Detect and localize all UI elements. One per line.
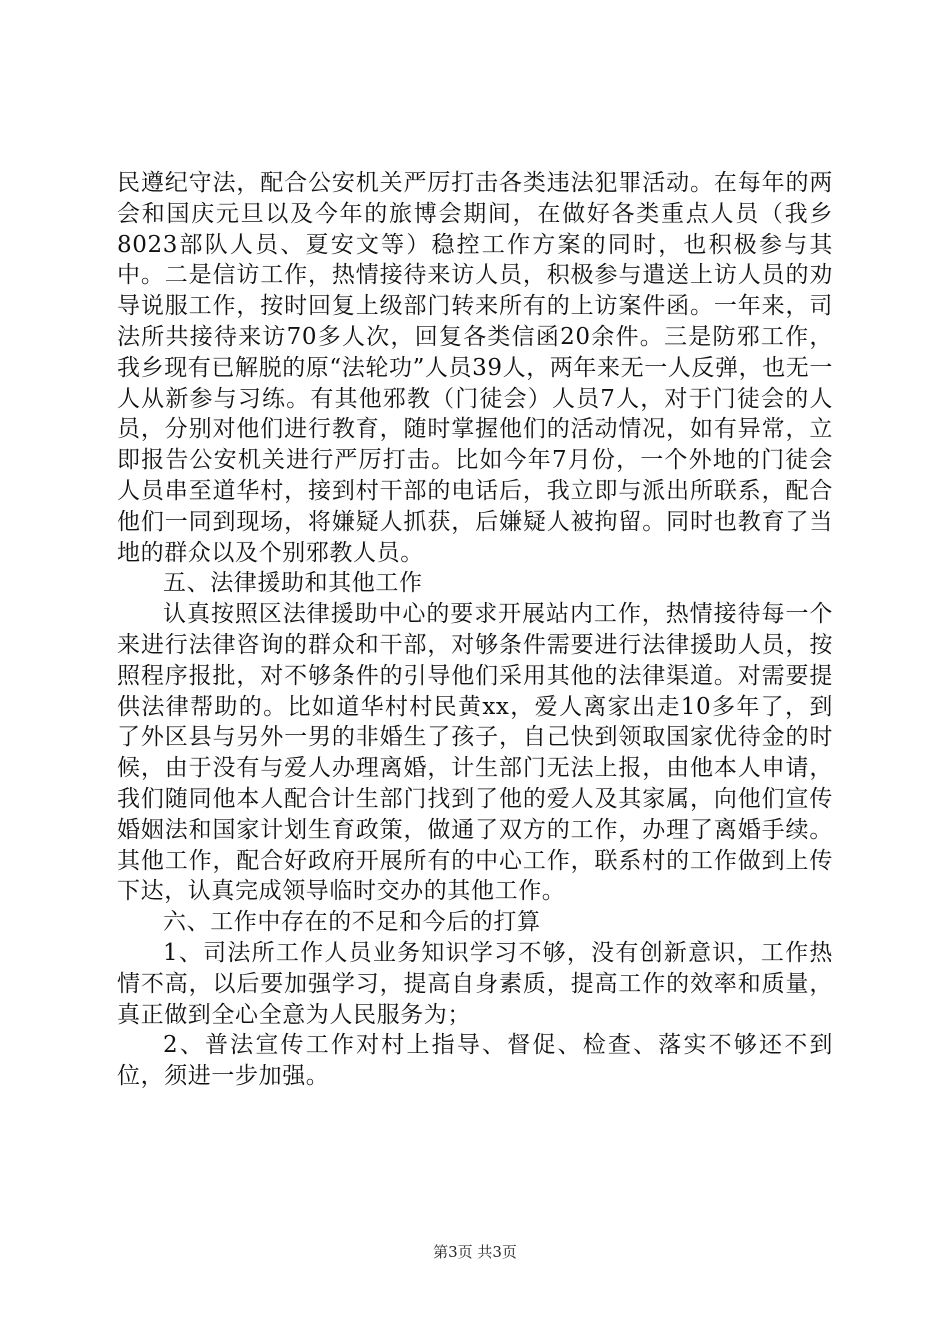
section-heading-legal-aid: 五、法律援助和其他工作 (163, 570, 423, 597)
section-heading-shortcomings: 六、工作中存在的不足和今后的打算 (163, 909, 541, 936)
paragraph-shortcoming-2: 2、普法宣传工作对村上指导、督促、检查、落实不够还不到位，须进一步加强。 (117, 1032, 833, 1090)
page-number-label: 第3页 共3页 (433, 1243, 517, 1261)
paragraph-public-security: 民遵纪守法，配合公安机关严厉打击各类违法犯罪活动。在每年的两会和国庆元旦以及今年的旅博会期间，在做好各类重点人员（我乡8023部队人员、夏安文等）稳控工作方案的同时，也积极参与其中。二是信访工作，热情接待来访人员，积极参与遣送上访人员的劝导说服工作，按时回复上级部门转来所有的上访案件函。一年来，司法所共接待来访70多人次，回复各类信函20余件。三是防邪工作，我乡现有已解脱的原“法轮功”人员39人，两年来无一人反弹，也无一人从新参与习练。有其他邪教（门徒会）人员7人，对于门徒会的人员，分别对他们进行教育，随时掌握他们的活动情况，如有异常，立即报告公安机关进行严厉打击。比如今年7月份，一个外地的门徒会人员串至道华村，接到村干部的电话后，我立即与派出所联系，配合他们一同到现场，将嫌疑人抓获，后嫌疑人被拘留。同时也教育了当地的群众以及个别邪教人员。 (117, 170, 833, 566)
document-body (117, 168, 833, 1092)
paragraph-shortcoming-1: 1、司法所工作人员业务知识学习不够，没有创新意识，工作热情不高，以后要加强学习，提高自身素质，提高工作的效率和质量，真正做到全心全意为人民服务为； (117, 939, 833, 1028)
paragraph-legal-aid: 认真按照区法律援助中心的要求开展站内工作，热情接待每一个来进行法律咨询的群众和干部，对够条件需要进行法律援助人员，按照程序报批，对不够条件的引导他们采用其他的法律渠道。对需要提供法律帮助的。比如道华村村民黄xx，爱人离家出走10多年了，到了外区县与另外一男的非婚生了孩子，自己快到领取国家优待金的时候，由于没有与爱人办理离婚，计生部门无法上报，由他本人申请，我们随同他本人配合计生部门找到了他的爱人及其家属，向他们宣传婚姻法和国家计划生育政策，做通了双方的工作，办理了离婚手续。其他工作，配合好政府开展所有的中心工作，联系村的工作做到上传下达，认真完成领导临时交办的其他工作。 (117, 601, 833, 905)
page-footer (0, 1242, 950, 1262)
